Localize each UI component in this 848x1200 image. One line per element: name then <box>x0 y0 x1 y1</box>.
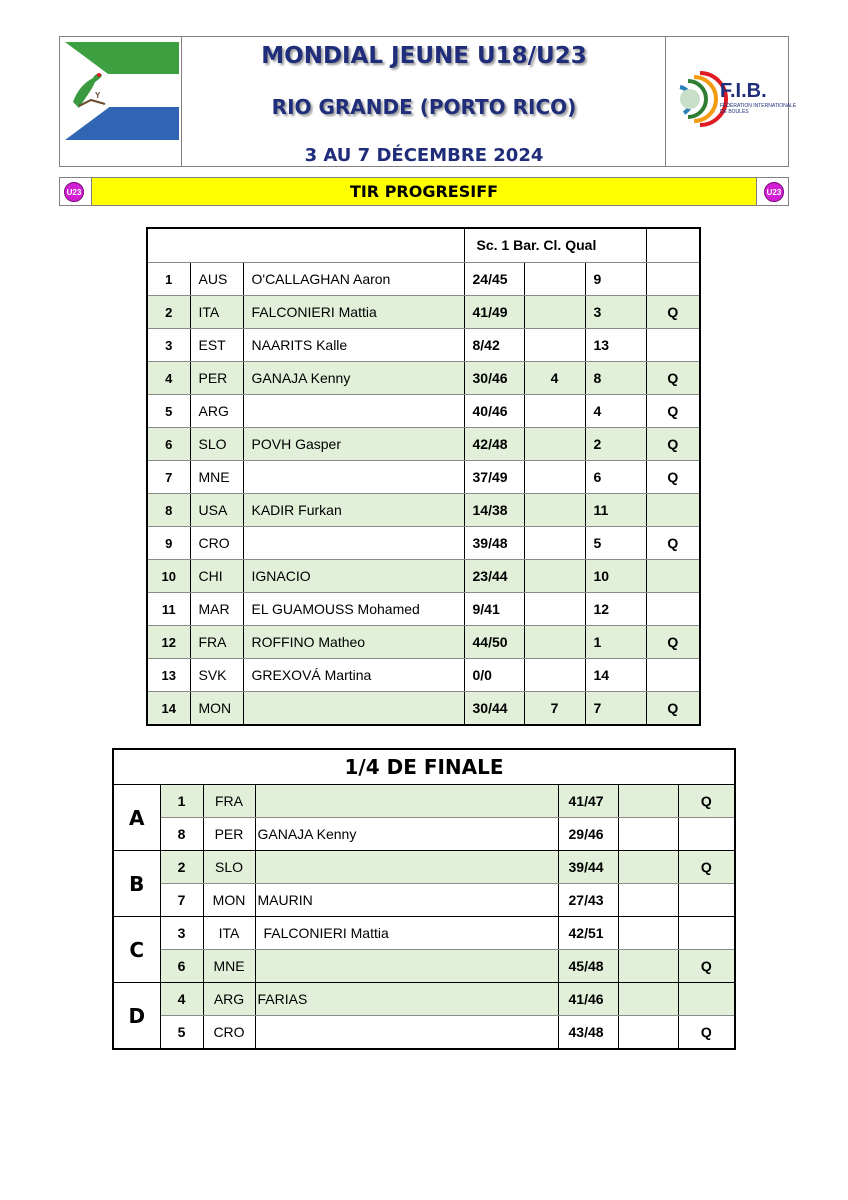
player-name: KADIR Furkan <box>243 494 464 527</box>
qf-empty-cell <box>618 884 678 917</box>
qf-empty-cell <box>618 818 678 851</box>
quarterfinal-row <box>113 785 735 818</box>
qf-player-score: 42/51 <box>558 917 618 950</box>
qf-player-qualified: Q <box>678 950 735 983</box>
quarterfinal-row <box>113 1016 735 1050</box>
qf-empty-cell <box>618 950 678 983</box>
player-qualified: Q <box>646 428 700 461</box>
qf-empty-cell <box>618 1016 678 1050</box>
result-row <box>147 428 700 461</box>
player-barrage: 7 <box>524 692 585 726</box>
player-score: 30/46 <box>464 362 524 395</box>
svg-text:Y: Y <box>95 91 101 100</box>
event-location: RIO GRANDE (PORTO RICO) <box>271 95 577 119</box>
player-rank: 14 <box>585 659 646 692</box>
quarterfinal-row <box>113 983 735 1016</box>
player-barrage <box>524 263 585 296</box>
player-country: SLO <box>190 428 243 461</box>
player-barrage <box>524 296 585 329</box>
player-number: 6 <box>147 428 190 461</box>
player-rank: 7 <box>585 692 646 726</box>
player-rank: 13 <box>585 329 646 362</box>
player-rank: 10 <box>585 560 646 593</box>
player-qualified: Q <box>646 395 700 428</box>
document-header <box>59 36 797 167</box>
player-rank: 9 <box>585 263 646 296</box>
result-row <box>147 626 700 659</box>
player-qualified <box>646 560 700 593</box>
discipline-banner <box>59 177 789 206</box>
qf-player-number: 3 <box>160 917 203 950</box>
flag-cell <box>60 37 182 166</box>
qf-player-qualified <box>678 917 735 950</box>
player-barrage <box>524 593 585 626</box>
qf-player-country: MNE <box>203 950 255 983</box>
player-score: 0/0 <box>464 659 524 692</box>
qf-player-name: FALCONIERI Mattia <box>255 917 558 950</box>
quarterfinal-row <box>113 851 735 884</box>
result-row <box>147 263 700 296</box>
player-name <box>243 527 464 560</box>
qf-player-country: SLO <box>203 851 255 884</box>
player-country: AUS <box>190 263 243 296</box>
player-barrage <box>524 461 585 494</box>
player-score: 44/50 <box>464 626 524 659</box>
qf-player-country: CRO <box>203 1016 255 1050</box>
results-header-row <box>147 228 700 263</box>
player-country: MON <box>190 692 243 726</box>
event-title: MONDIAL JEUNE U18/U23 <box>261 43 587 69</box>
player-number: 2 <box>147 296 190 329</box>
player-barrage <box>524 428 585 461</box>
result-row <box>147 494 700 527</box>
qf-player-country: ITA <box>203 917 255 950</box>
player-country: SVK <box>190 659 243 692</box>
qf-player-name: FARIAS <box>255 983 558 1016</box>
player-rank: 3 <box>585 296 646 329</box>
qf-player-score: 41/47 <box>558 785 618 818</box>
u23-badge-icon: U23 <box>764 182 784 202</box>
player-qualified: Q <box>646 461 700 494</box>
player-score: 8/42 <box>464 329 524 362</box>
player-country: ITA <box>190 296 243 329</box>
player-country: MAR <box>190 593 243 626</box>
player-score: 24/45 <box>464 263 524 296</box>
player-number: 5 <box>147 395 190 428</box>
player-score: 41/49 <box>464 296 524 329</box>
player-number: 10 <box>147 560 190 593</box>
player-rank: 2 <box>585 428 646 461</box>
result-row <box>147 362 700 395</box>
player-rank: 1 <box>585 626 646 659</box>
player-number: 14 <box>147 692 190 726</box>
quarterfinal-row <box>113 950 735 983</box>
quarterfinal-row <box>113 917 735 950</box>
player-barrage <box>524 494 585 527</box>
player-name: POVH Gasper <box>243 428 464 461</box>
qf-player-name <box>255 950 558 983</box>
result-row <box>147 527 700 560</box>
player-score: 37/49 <box>464 461 524 494</box>
player-rank: 5 <box>585 527 646 560</box>
player-name: IGNACIO <box>243 560 464 593</box>
result-row <box>147 560 700 593</box>
qf-empty-cell <box>618 851 678 884</box>
player-barrage <box>524 659 585 692</box>
player-qualified: Q <box>646 296 700 329</box>
qf-player-name <box>255 1016 558 1050</box>
fib-logo-cell <box>665 37 797 166</box>
player-qualified <box>646 659 700 692</box>
player-country: EST <box>190 329 243 362</box>
qf-player-qualified <box>678 983 735 1016</box>
fib-logo-icon <box>670 67 797 133</box>
quarterfinal-table <box>112 748 736 1050</box>
player-qualified <box>646 593 700 626</box>
event-dates: 3 AU 7 DÉCEMBRE 2024 <box>304 145 544 166</box>
equatorial-guinea-flag-icon <box>65 42 179 140</box>
player-name: EL GUAMOUSS Mohamed <box>243 593 464 626</box>
player-barrage <box>524 527 585 560</box>
player-rank: 12 <box>585 593 646 626</box>
player-barrage <box>524 626 585 659</box>
group-label: D <box>113 983 160 1050</box>
player-score: 14/38 <box>464 494 524 527</box>
qf-player-country: ARG <box>203 983 255 1016</box>
player-country: FRA <box>190 626 243 659</box>
qf-player-number: 1 <box>160 785 203 818</box>
player-number: 9 <box>147 527 190 560</box>
group-label: B <box>113 851 160 917</box>
qf-player-number: 6 <box>160 950 203 983</box>
qf-player-score: 39/44 <box>558 851 618 884</box>
qf-player-name: GANAJA Kenny <box>255 818 558 851</box>
qf-player-number: 8 <box>160 818 203 851</box>
player-score: 9/41 <box>464 593 524 626</box>
fib-logo-subtitle-1: FÉDÉRATION INTERNATIONALE <box>720 103 797 109</box>
qf-player-score: 45/48 <box>558 950 618 983</box>
player-name: ROFFINO Matheo <box>243 626 464 659</box>
quarterfinal-row <box>113 884 735 917</box>
results-table <box>146 227 701 726</box>
qf-player-qualified <box>678 818 735 851</box>
player-number: 4 <box>147 362 190 395</box>
player-barrage: 4 <box>524 362 585 395</box>
qf-player-qualified: Q <box>678 851 735 884</box>
qf-player-country: PER <box>203 818 255 851</box>
qf-player-country: MON <box>203 884 255 917</box>
qf-empty-cell <box>618 785 678 818</box>
quarterfinal-row <box>113 818 735 851</box>
player-country: PER <box>190 362 243 395</box>
player-name <box>243 461 464 494</box>
player-number: 13 <box>147 659 190 692</box>
player-country: CHI <box>190 560 243 593</box>
player-name: NAARITS Kalle <box>243 329 464 362</box>
player-number: 12 <box>147 626 190 659</box>
player-name: GANAJA Kenny <box>243 362 464 395</box>
player-qualified <box>646 329 700 362</box>
fib-logo-text: F.I.B. <box>720 80 767 102</box>
player-country: MNE <box>190 461 243 494</box>
qf-player-qualified: Q <box>678 785 735 818</box>
result-row <box>147 395 700 428</box>
result-row <box>147 329 700 362</box>
player-qualified: Q <box>646 362 700 395</box>
results-column-headers: Sc. 1 Bar. Cl. Qual <box>464 228 646 263</box>
player-qualified: Q <box>646 527 700 560</box>
player-barrage <box>524 395 585 428</box>
player-rank: 6 <box>585 461 646 494</box>
player-rank: 11 <box>585 494 646 527</box>
result-row <box>147 659 700 692</box>
result-row <box>147 296 700 329</box>
player-name: FALCONIERI Mattia <box>243 296 464 329</box>
qf-player-number: 5 <box>160 1016 203 1050</box>
banner-title-area <box>91 178 757 205</box>
player-rank: 4 <box>585 395 646 428</box>
qf-player-name: MAURIN <box>255 884 558 917</box>
player-country: ARG <box>190 395 243 428</box>
fib-logo-subtitle-2: DE BOULES <box>720 109 749 115</box>
result-row <box>147 461 700 494</box>
result-row <box>147 593 700 626</box>
player-score: 30/44 <box>464 692 524 726</box>
result-row <box>147 692 700 726</box>
player-rank: 8 <box>585 362 646 395</box>
qf-player-qualified: Q <box>678 1016 735 1050</box>
player-qualified: Q <box>646 692 700 726</box>
qf-empty-cell <box>618 983 678 1016</box>
player-score: 23/44 <box>464 560 524 593</box>
player-qualified <box>646 263 700 296</box>
player-name: GREXOVÁ Martina <box>243 659 464 692</box>
player-number: 8 <box>147 494 190 527</box>
qf-player-qualified <box>678 884 735 917</box>
discipline-title: TIR PROGRESIFF <box>349 182 499 201</box>
player-score: 39/48 <box>464 527 524 560</box>
qf-player-number: 4 <box>160 983 203 1016</box>
player-score: 40/46 <box>464 395 524 428</box>
player-qualified <box>646 494 700 527</box>
player-number: 11 <box>147 593 190 626</box>
player-name: O'CALLAGHAN Aaron <box>243 263 464 296</box>
group-label: C <box>113 917 160 983</box>
player-score: 42/48 <box>464 428 524 461</box>
player-qualified: Q <box>646 626 700 659</box>
player-name <box>243 395 464 428</box>
qf-player-name <box>255 785 558 818</box>
u23-badge-icon: U23 <box>64 182 84 202</box>
player-barrage <box>524 329 585 362</box>
quarterfinal-title: 1/4 DE FINALE <box>113 749 735 785</box>
player-number: 1 <box>147 263 190 296</box>
player-number: 3 <box>147 329 190 362</box>
qf-player-score: 43/48 <box>558 1016 618 1050</box>
qf-empty-cell <box>618 917 678 950</box>
quarterfinal-title-row <box>113 749 735 785</box>
qf-player-number: 2 <box>160 851 203 884</box>
qf-player-score: 27/43 <box>558 884 618 917</box>
qf-player-score: 41/46 <box>558 983 618 1016</box>
player-number: 7 <box>147 461 190 494</box>
player-country: CRO <box>190 527 243 560</box>
player-name <box>243 692 464 726</box>
qf-player-score: 29/46 <box>558 818 618 851</box>
qf-player-number: 7 <box>160 884 203 917</box>
player-country: USA <box>190 494 243 527</box>
qf-player-name <box>255 851 558 884</box>
group-label: A <box>113 785 160 851</box>
qf-player-country: FRA <box>203 785 255 818</box>
player-barrage <box>524 560 585 593</box>
